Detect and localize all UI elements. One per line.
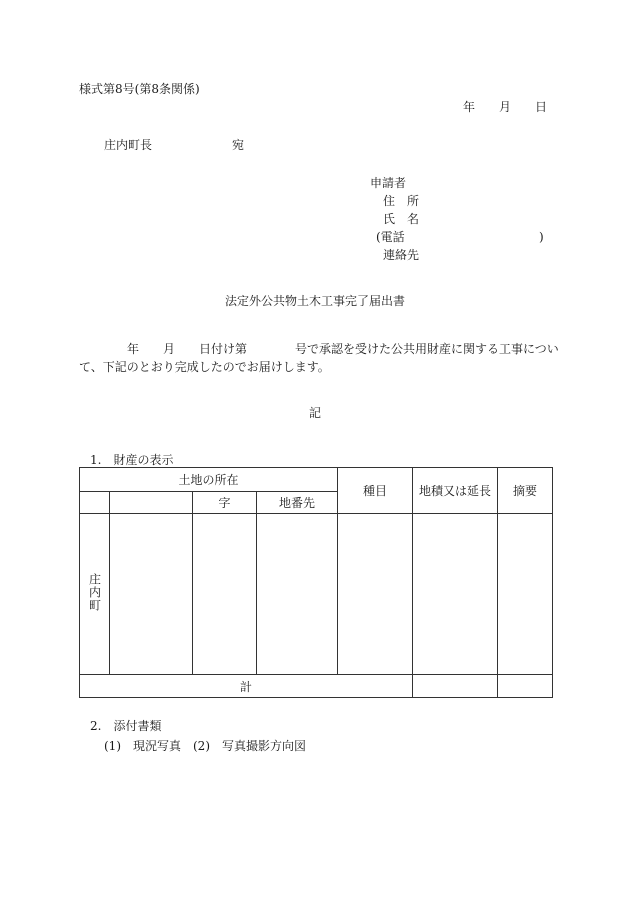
total-area-cell [413, 675, 498, 698]
addressee-honorific: 宛 [232, 138, 245, 152]
body-cell-4 [338, 514, 413, 675]
body-line-1: 年 月 日付け第 号で承認を受けた公共用財産に関する工事につい [127, 342, 559, 356]
header-type: 種目 [338, 468, 413, 514]
body-cell-1 [110, 514, 193, 675]
property-table [79, 467, 553, 698]
contact-label: 連絡先 [383, 248, 420, 262]
section-1-heading: 1. 財産の表示 [90, 453, 174, 467]
header-area-or-length: 地積又は延長 [413, 468, 498, 514]
body-cell-3 [257, 514, 338, 675]
body-cell-5 [413, 514, 498, 675]
header-aza: 字 [193, 492, 257, 514]
body-line-2: て、下記のとおり完成したのでお届けします。 [79, 360, 330, 374]
addressee-mayor: 庄内町長 [104, 138, 153, 152]
header-remarks: 摘要 [498, 468, 553, 514]
form-number: 様式第8号(第8条関係) [79, 82, 200, 96]
address-label: 住 所 [383, 194, 420, 208]
applicant-title: 申請者 [370, 176, 407, 190]
header-blank-2 [110, 492, 193, 514]
body-cell-6 [498, 514, 553, 675]
header-blank-1 [80, 492, 110, 514]
header-lot-number: 地番先 [257, 492, 338, 514]
town-cell [80, 514, 110, 675]
ki-mark: 記 [308, 406, 321, 420]
town-name: 庄内町 [87, 573, 102, 612]
attachment-list: (1) 現況写真 (2) 写真撮影方向図 [104, 739, 306, 753]
name-label: 氏 名 [383, 212, 420, 226]
total-label: 計 [80, 675, 413, 698]
phone-label-close: ) [539, 230, 544, 244]
section-2-heading: 2. 添付書類 [90, 719, 162, 733]
phone-label-open: (電話 [376, 230, 405, 244]
document-title: 法定外公共物土木工事完了届出書 [224, 294, 405, 308]
header-land-location: 土地の所在 [80, 468, 338, 492]
body-cell-2 [193, 514, 257, 675]
total-remarks-cell [498, 675, 553, 698]
submission-date: 年 月 日 [463, 100, 548, 114]
